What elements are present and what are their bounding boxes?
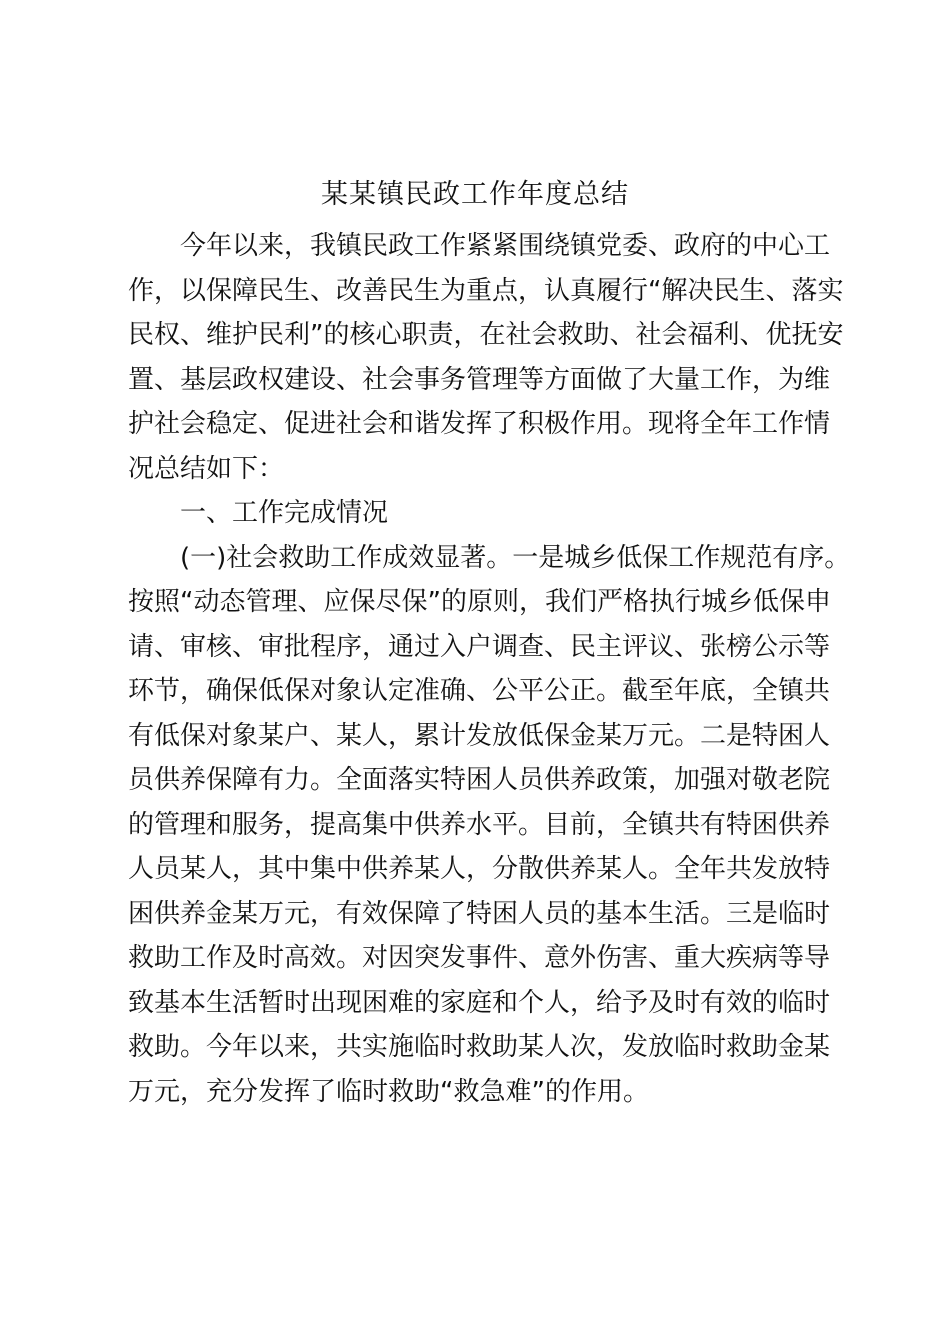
section-line: 万元，充分发挥了临时救助“救急难”的作用。 bbox=[128, 1076, 649, 1107]
section-line: 救助。今年以来，共实施临时救助某人次，发放临时救助金某 bbox=[128, 1032, 831, 1062]
section-line: 请、审核、审批程序，通过入户调查、民主评议、张榜公示等 bbox=[128, 631, 831, 662]
intro-line: 况总结如下： bbox=[128, 453, 285, 484]
intro-line: 作，以保障民生、改善民生为重点，认真履行“解决民生、落实 bbox=[128, 275, 844, 306]
intro-line: 民权、维护民利”的核心职责，在社会救助、社会福利、优抚安 bbox=[128, 320, 844, 350]
section-line: 人员某人，其中集中供养某人，分散供养某人。全年共发放特 bbox=[128, 854, 831, 884]
section-line: (一)社会救助工作成效显著。一是城乡低保工作规范有序。 bbox=[180, 542, 851, 573]
section-line: 救助工作及时高效。对因突发事件、意外伤害、重大疾病等导 bbox=[128, 943, 831, 973]
section-line: 困供养金某万元，有效保障了特困人员的基本生活。三是临时 bbox=[128, 898, 831, 929]
section-line: 按照“动态管理、应保尽保”的原则，我们严格执行城乡低保申 bbox=[128, 587, 831, 617]
document-body bbox=[128, 224, 851, 1114]
section-line: 员供养保障有力。全面落实特困人员供养政策，加强对敬老院 bbox=[128, 765, 831, 795]
section-line: 的管理和服务，提高集中供养水平。目前，全镇共有特困供养 bbox=[128, 809, 831, 840]
section-line: 有低保对象某户、某人，累计发放低保金某万元。二是特困人 bbox=[128, 720, 831, 751]
document-title: 某某镇民政工作年度总结 bbox=[321, 179, 629, 210]
intro-line: 护社会稳定、促进社会和谐发挥了积极作用。现将全年工作情 bbox=[128, 409, 831, 439]
section-line: 环节，确保低保对象认定准确、公平公正。截至年底，全镇共 bbox=[128, 676, 831, 706]
section-line: 致基本生活暂时出现困难的家庭和个人，给予及时有效的临时 bbox=[128, 987, 831, 1018]
intro-line: 今年以来，我镇民政工作紧紧围绕镇党委、政府的中心工 bbox=[180, 231, 831, 261]
intro-line: 置、基层政权建设、社会事务管理等方面做了大量工作，为维 bbox=[128, 364, 831, 395]
section-heading: 一、工作完成情况 bbox=[180, 498, 389, 528]
